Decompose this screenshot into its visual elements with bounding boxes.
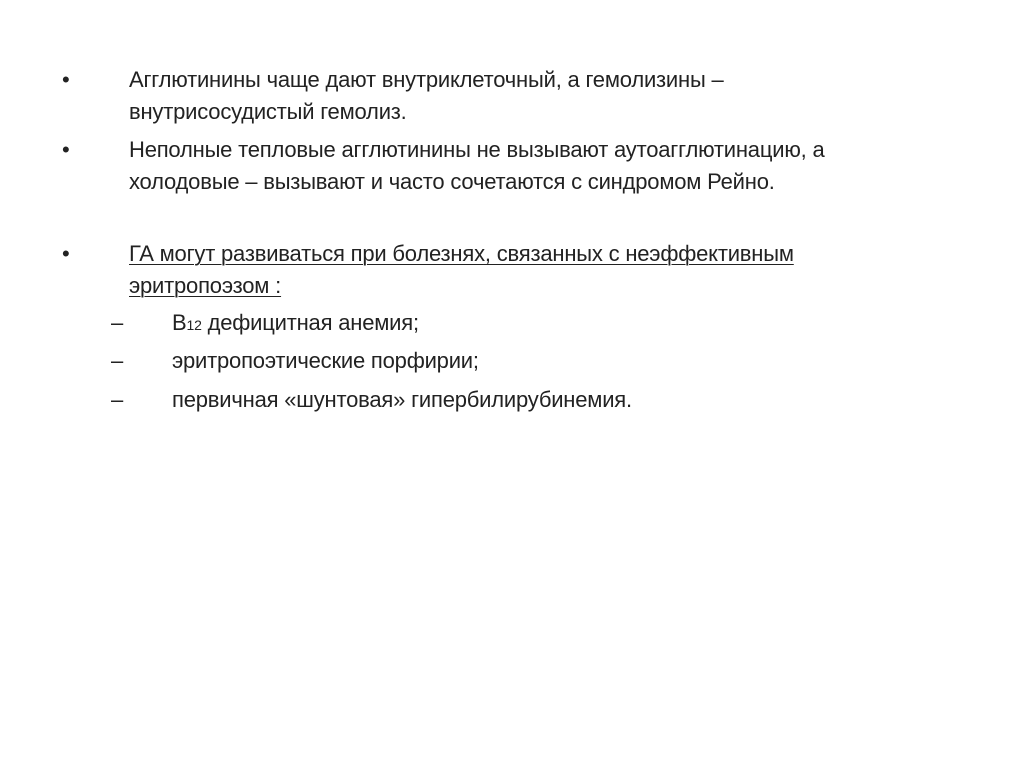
sub-item-marker: – — [111, 348, 124, 373]
sub-item-shunt-hyperbilirubinemia — [172, 384, 972, 416]
bullet-item-incomplete-agglutinins — [129, 134, 989, 198]
sub-item-text: первичная «шунтовая» гипербилирубинемия. — [172, 387, 632, 412]
bullet-line: Агглютинины чаще дают внутриклеточный, а гемолизины – — [129, 67, 724, 92]
bullet-line: ГА могут развиваться при болезнях, связанных с неэффективным — [129, 241, 794, 266]
sub-item-subscript: 12 — [186, 317, 202, 333]
bullet-line: эритропоэзом : — [129, 273, 282, 298]
bullet-line: внутрисосудистый гемолиз. — [129, 99, 407, 124]
sub-item-marker: – — [111, 310, 124, 335]
bullet-marker: • — [62, 67, 70, 92]
sub-item-b12-anemia — [172, 307, 972, 341]
bullet-item-agglutinins — [129, 64, 989, 128]
sub-item-marker: – — [111, 387, 124, 412]
sub-item-prefix: В — [172, 310, 187, 335]
sub-item-text: дефицитная анемия; — [201, 310, 419, 335]
bullet-line: холодовые – вызывают и часто сочетаются с синдромом Рейно. — [129, 169, 775, 194]
sub-item-text: эритропоэтические порфирии; — [172, 348, 479, 373]
bullet-line: Неполные тепловые агглютинины не вызывают аутоагглютинацию, а — [129, 137, 825, 162]
bullet-marker: • — [62, 137, 70, 162]
bullet-marker: • — [62, 241, 70, 266]
sub-item-porphyria — [172, 345, 972, 377]
bullet-item-ineffective-erythropoiesis — [129, 238, 989, 302]
